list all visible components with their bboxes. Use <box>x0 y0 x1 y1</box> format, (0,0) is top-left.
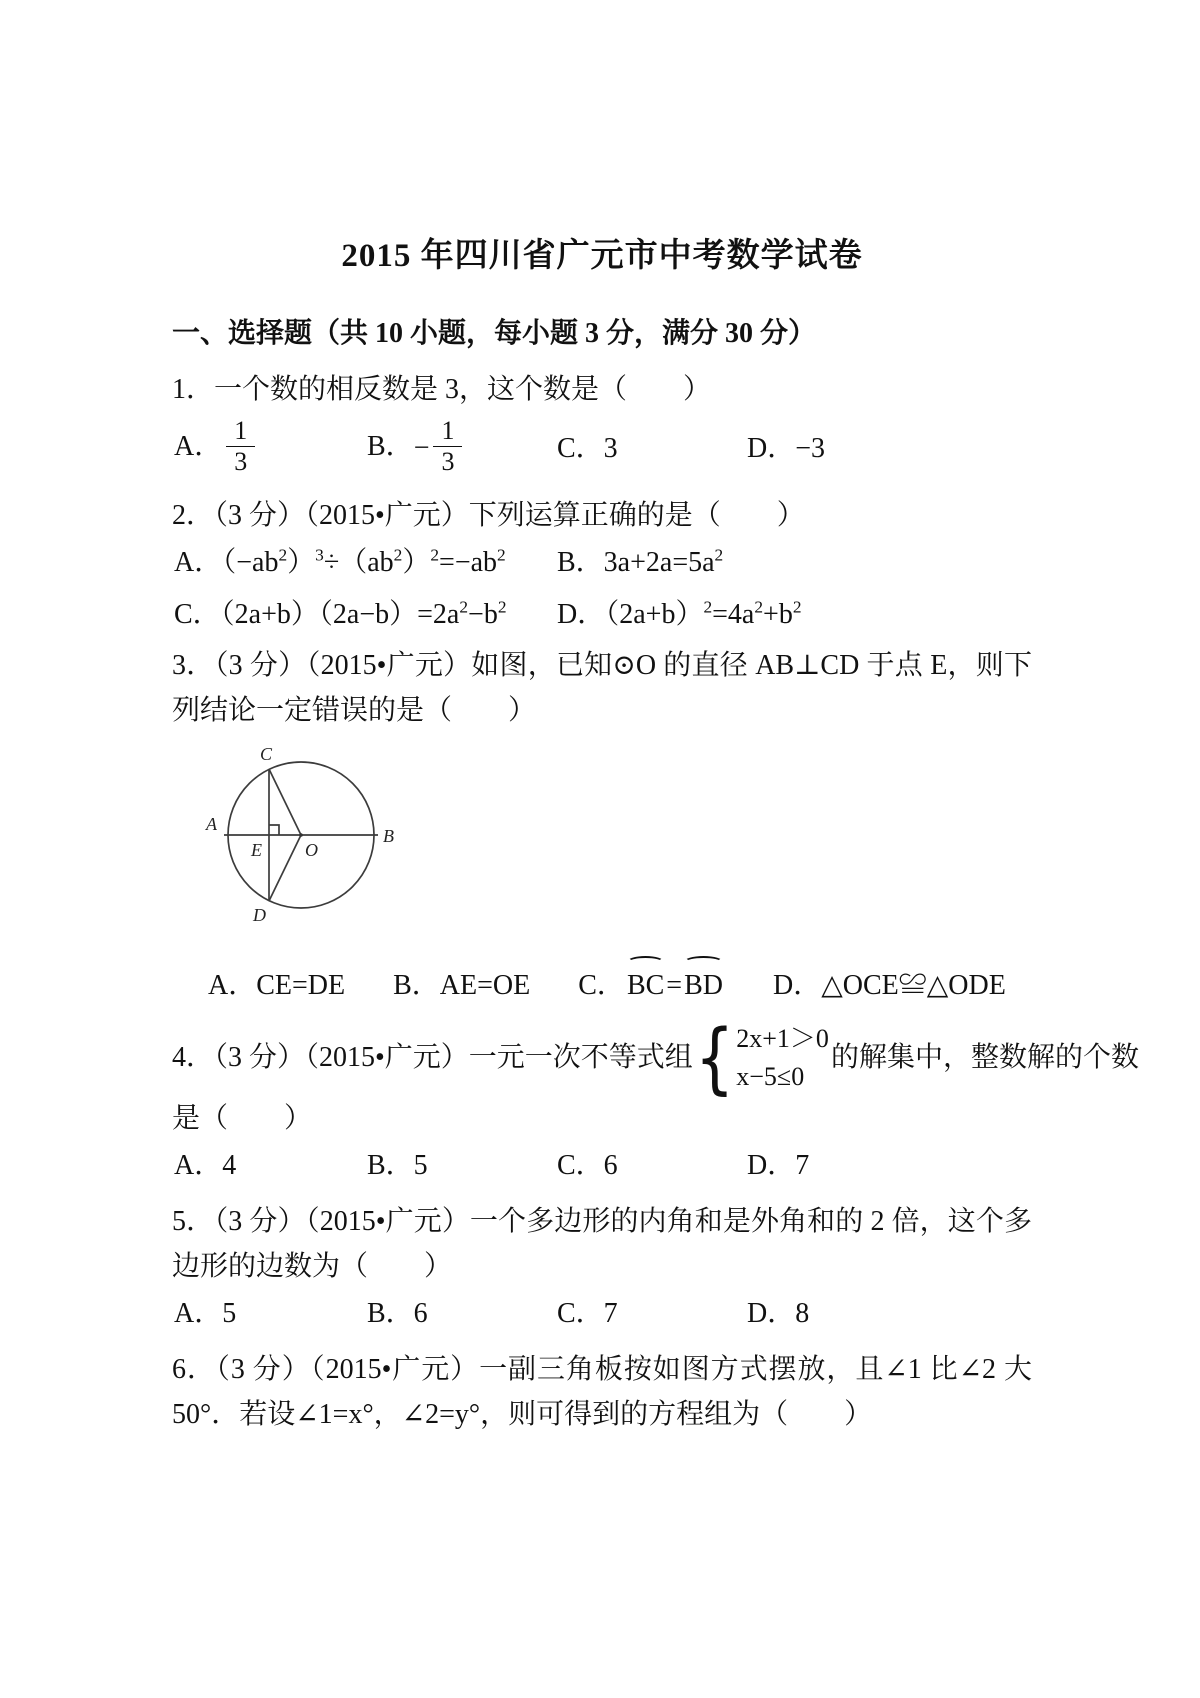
question-6 <box>172 1347 1032 1438</box>
section-heading: 一、选择题（共 10 小题，每小题 3 分，满分 30 分） <box>172 318 817 350</box>
q1-option-d: D．−3 <box>747 432 826 464</box>
q2-options-row-2 <box>174 592 1032 637</box>
segment-do-line <box>269 835 301 901</box>
q6-stem: 6．（3 分）（2015•广元）一副三角板按如图方式摆放，且∠1 比∠2 大 50°．若设∠1=x°，∠2=y°，则可得到的方程组为（ ） <box>172 1353 1032 1430</box>
q5-option-a: A．5 <box>174 1298 237 1330</box>
q2-options-row-1 <box>174 540 1032 585</box>
right-angle-marker <box>269 825 279 835</box>
page-title: 2015 年四川省广元市中考数学试卷 <box>341 238 863 274</box>
q2-option-c: C．$(2a+b)(2a-b)=2a^2-b^2$ <box>174 597 507 630</box>
q4-stem-continued: 是（ ） <box>172 1102 313 1134</box>
inequality-1: 2x+1＞0 <box>736 1024 829 1054</box>
fraction <box>433 416 462 477</box>
equals-sign: = <box>666 970 683 1002</box>
q5-options <box>174 1291 1032 1336</box>
q1-option-a <box>174 414 367 483</box>
arc-bc: BC <box>627 963 664 1008</box>
q2-option-d: D．$(2a+b)^2=4a^2+b^2$ <box>557 597 802 630</box>
q5-option-c: C．7 <box>557 1298 618 1330</box>
inequality-system <box>694 1011 829 1104</box>
q1-options <box>174 414 1032 483</box>
q1-option-b <box>367 414 557 483</box>
figure-label-o: O <box>305 839 318 860</box>
arc-bd: BD <box>684 963 723 1008</box>
q4-stem-suffix: 的解集中，整数解的个数 <box>830 1042 1139 1074</box>
figure-label-c: C <box>260 743 273 764</box>
question-1 <box>172 367 1032 483</box>
question-5 <box>172 1199 1032 1337</box>
q1-option-c: C．3 <box>557 432 618 464</box>
inequality-2: x−5≤0 <box>736 1062 805 1092</box>
fraction <box>226 416 255 477</box>
q3-option-a: A．CE=DE <box>208 970 346 1002</box>
q1-option-a-label: A． <box>174 430 223 462</box>
inequality-lines <box>734 1020 829 1095</box>
fraction-numerator: 1 <box>433 416 462 447</box>
q3-stem: 3．（3 分）（2015•广元）如图，已知⊙O 的直径 AB⊥CD 于点 E，则下列结论一定错误的是（ ） <box>172 650 1032 727</box>
q4-option-c: C．6 <box>557 1150 618 1182</box>
fraction-numerator: 1 <box>226 416 255 447</box>
q4-options <box>174 1143 1032 1188</box>
center-point-o <box>299 833 303 837</box>
q2-stem: 2．（3 分）（2015•广元）下列运算正确的是（ ） <box>172 499 805 531</box>
figure-label-e: E <box>251 839 262 860</box>
q5-option-b: B．6 <box>367 1298 428 1330</box>
q4-option-d: D．7 <box>747 1150 810 1182</box>
minus-sign: − <box>413 432 430 464</box>
figure-label-b: B <box>383 825 394 846</box>
q1-option-b-label: B． <box>367 430 414 462</box>
question-4 <box>172 1011 1139 1188</box>
q3-option-d: D．△OCE≌△ODE <box>773 970 1006 1002</box>
system-brace: { <box>694 1011 735 1104</box>
q2-option-b: B．$3a+2a=5a^2$ <box>557 545 724 579</box>
q2-option-a: A．$(-ab^2)^3\div(ab^2)^2=-ab^2$ <box>174 545 506 579</box>
fraction-denominator: 3 <box>441 447 455 477</box>
q4-stem-prefix: 4．（3 分）（2015•广元）一元一次不等式组 <box>172 1042 693 1074</box>
q5-stem: 5．（3 分）（2015•广元）一个多边形的内角和是外角和的 2 倍，这个多边形的边数为（ ） <box>172 1205 1032 1282</box>
question-2 <box>172 493 1032 637</box>
circle-figure <box>188 740 1032 949</box>
q3-option-b: B．AE=OE <box>393 970 531 1002</box>
figure-label-d: D <box>253 904 266 925</box>
question-3 <box>172 643 1032 1008</box>
circle-diagram-svg <box>188 740 413 935</box>
q3-options <box>172 963 1032 1008</box>
figure-label-a: A <box>206 813 217 834</box>
q4-stem-row <box>172 1011 1139 1104</box>
q1-stem: 1．一个数的相反数是 3，这个数是（ ） <box>172 373 712 405</box>
q4-option-a: A．4 <box>174 1150 237 1182</box>
fraction-denominator: 3 <box>234 447 248 477</box>
q3-option-c-label: C． <box>578 970 625 1002</box>
q4-option-b: B．5 <box>367 1150 428 1182</box>
q5-option-d: D．8 <box>747 1298 810 1330</box>
q3-option-c <box>578 963 725 1008</box>
